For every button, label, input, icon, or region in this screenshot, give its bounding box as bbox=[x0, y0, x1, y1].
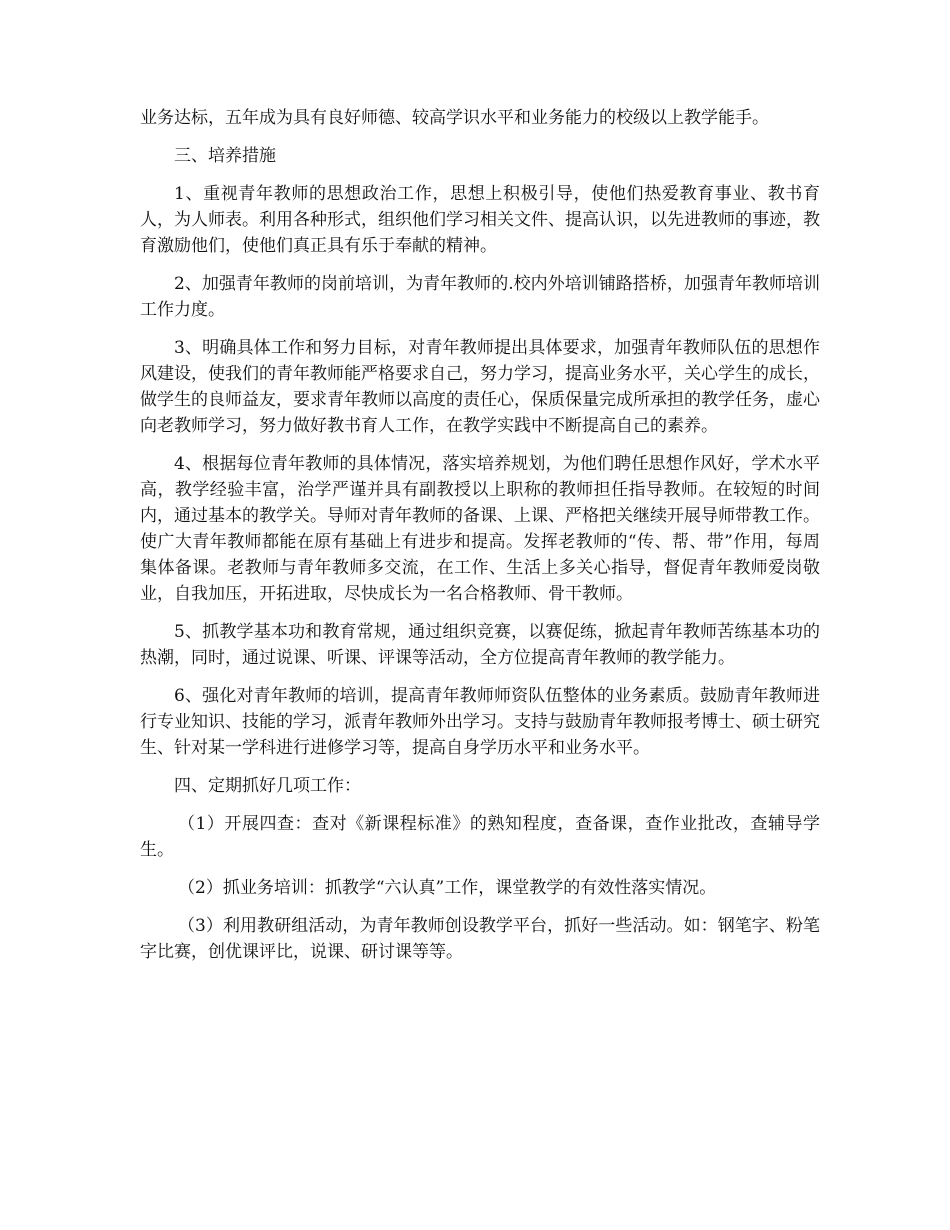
paragraph-task-2: （2）抓业务培训：抓教学“六认真”工作，课堂教学的有效性落实情况。 bbox=[178, 878, 717, 898]
paragraph-measure-2: 2、加强青年教师的岗前培训，为青年教师的.校内外培训铺路搭桥，加强青年教师培训工作力度。 bbox=[140, 274, 820, 320]
section-heading-3: 三、培养措施 bbox=[174, 146, 276, 166]
paragraph-measure-1: 1、重视青年教师的思想政治工作，思想上积极引导，使他们热爱教育事业、教书育人，为人师表。利用各种形式，组织他们学习相关文件、提高认识，以先进教师的事迹，教育激励他们，使他们真正具有乐于奉献的精神。 bbox=[140, 184, 820, 256]
paragraph-task-1: （1）开展四查：查对《新课程标准》的熟知程度，查备课，查作业批改，查辅导学生。 bbox=[140, 814, 820, 860]
paragraph-continuation: 业务达标，五年成为具有良好师德、较高学识水平和业务能力的校级以上教学能手。 bbox=[140, 108, 769, 128]
paragraph-task-3: （3）利用教研组活动，为青年教师创设教学平台，抓好一些活动。如：钢笔字、粉笔字比赛，创优课评比，说课、研讨课等等。 bbox=[140, 916, 820, 962]
paragraph-measure-5: 5、抓教学基本功和教育常规，通过组织竞赛，以赛促练，掀起青年教师苦练基本功的热潮，同时，通过说课、听课、评课等活动，全方位提高青年教师的教学能力。 bbox=[140, 622, 820, 668]
paragraph-measure-3: 3、明确具体工作和努力目标，对青年教师提出具体要求，加强青年教师队伍的思想作风建设，使我们的青年教师能严格要求自己，努力学习，提高业务水平，关心学生的成长，做学生的良师益友，要求青年教师以高度的责任心，保质保量完成所承担的教学任务，虚心向老教师学习，努力做好教书育人工作，在教学实践中不断提高自己的素养。 bbox=[140, 338, 820, 436]
paragraph-measure-4: 4、根据每位青年教师的具体情况，落实培养规划，为他们聘任思想作风好，学术水平高，教学经验丰富，治学严谨并具有副教授以上职称的教师担任指导教师。在较短的时间内，通过基本的教学关。导师对青年教师的备课、上课、严格把关继续开展导师带教工作。使广大青年教师都能在原有基础上有进步和提高。发挥老教师的“传、帮、带”作用，每周集体备课。老教师与青年教师多交流，在工作、生活上多关心指导，督促青年教师爱岗敬业，自我加压，开拓进取，尽快成长为一名合格教师、骨干教师。 bbox=[140, 454, 820, 604]
document-page bbox=[140, 105, 820, 977]
section-heading-4: 四、定期抓好几项工作： bbox=[174, 776, 361, 796]
paragraph-measure-6: 6、强化对青年教师的培训，提高青年教师师资队伍整体的业务素质。鼓励青年教师进行专业知识、技能的学习，派青年教师外出学习。支持与鼓励青年教师报考博士、硕士研究生、针对某一学科进行进修学习等，提高自身学历水平和业务水平。 bbox=[140, 686, 820, 758]
